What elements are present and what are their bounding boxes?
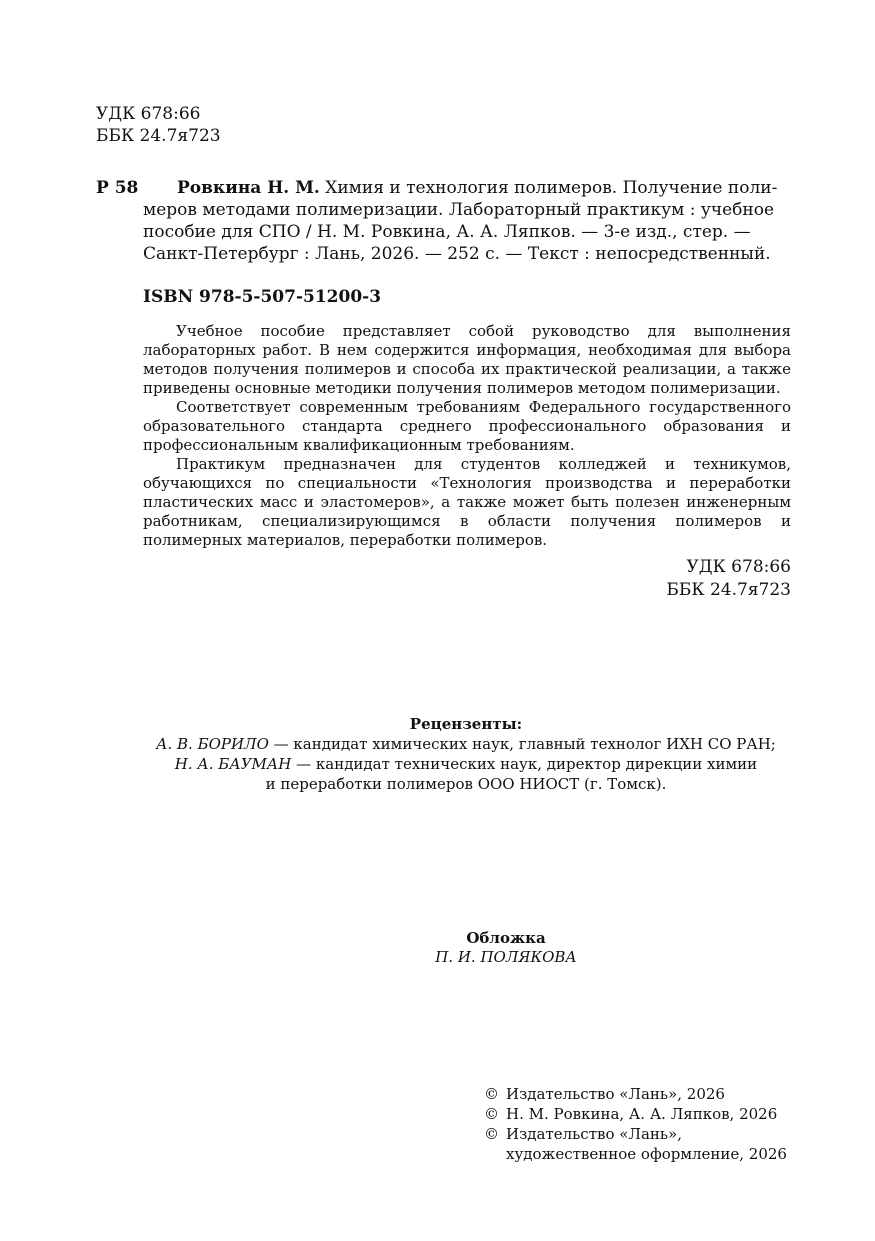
author-mark: Р 58 [96,178,139,198]
biblio-line-3: пособие для СПО / Н. М. Ровкина, А. А. Ляпков. — 3-е изд., стер. — [143,222,751,242]
cover-heading: Обложка [466,929,546,947]
cover-designer-name: П. И. ПОЛЯКОВА [435,948,577,966]
copyright-text-3: Издательство «Лань», [506,1125,683,1143]
udc-code-bottom: УДК 678:66 [686,557,791,577]
copyright-line-1 [484,1084,804,1104]
reviewer-2-name: Н. А. БАУМАН [174,755,292,773]
bbk-code-bottom: ББК 24.7я723 [666,580,791,600]
reviewers-heading: Рецензенты: [409,715,523,733]
copyright-text-2: Н. М. Ровкина, А. А. Ляпков, 2026 [506,1105,778,1123]
copyright-text-3-continuation: художественное оформление, 2026 [506,1145,787,1163]
biblio-line-2: меров методами полимеризации. Лабораторный практикум : учебное [143,200,775,220]
reviewers-block [90,714,842,794]
copyright-block [484,1084,804,1164]
reviewer-2-text: — кандидат технических наук, директор дирекции химии [291,755,758,773]
bbk-code-top: ББК 24.7я723 [96,126,221,146]
isbn: ISBN 978-5-507-51200-3 [143,287,382,307]
author-name: Ровкина Н. М. [177,178,320,198]
biblio-line-4: Санкт-Петербург : Лань, 2026. — 252 с. — Текст : непосредственный. [143,244,771,264]
reviewer-2-continuation: и переработки полимеров ООО НИОСТ (г. Томск). [265,775,667,793]
bottom-classification-codes [560,556,791,602]
copyright-line-3 [484,1124,804,1144]
copyright-icon: © [484,1125,499,1143]
udc-code-top: УДК 678:66 [96,104,201,124]
annotation-paragraph-1: Учебное пособие представляет собой руководство для выполнения лабораторных работ. В нем содержится информация, необходимая для выбора методов получения полимеров и способа их практической реализации, а также приведены основные методики получения полимеров методом полимеризации. [143,322,791,397]
copyright-text-1: Издательство «Лань», 2026 [506,1085,725,1103]
reviewer-1-name: А. В. БОРИЛО [156,735,269,753]
copyright-icon: © [484,1085,499,1103]
copyright-icon: © [484,1105,499,1123]
reviewer-1-text: — кандидат химических наук, главный технолог ИХН СО РАН; [268,735,776,753]
copyright-line-2 [484,1104,804,1124]
reviewer-1 [90,734,842,754]
annotation [143,322,791,550]
bibliographic-description [143,177,791,265]
annotation-paragraph-3: Практикум предназначен для студентов колледжей и техникумов, обучающихся по специальности «Технология производства и переработки пластических масс и эластомеров», а также может быть полезен инженерным работникам, специализирующимся в области получения полимеров и полимерных материалов, переработки полимеров. [143,455,791,549]
biblio-line-1: Химия и технология полимеров. Получение поли- [325,178,778,198]
reviewer-2 [90,754,842,774]
cover-credit [330,929,682,967]
annotation-paragraph-2: Соответствует современным требованиям Федерального государственного образовательного стандарта среднего профессионального образования и профессиональным квалификационным требованиям. [143,398,791,454]
top-classification-codes [96,103,221,147]
